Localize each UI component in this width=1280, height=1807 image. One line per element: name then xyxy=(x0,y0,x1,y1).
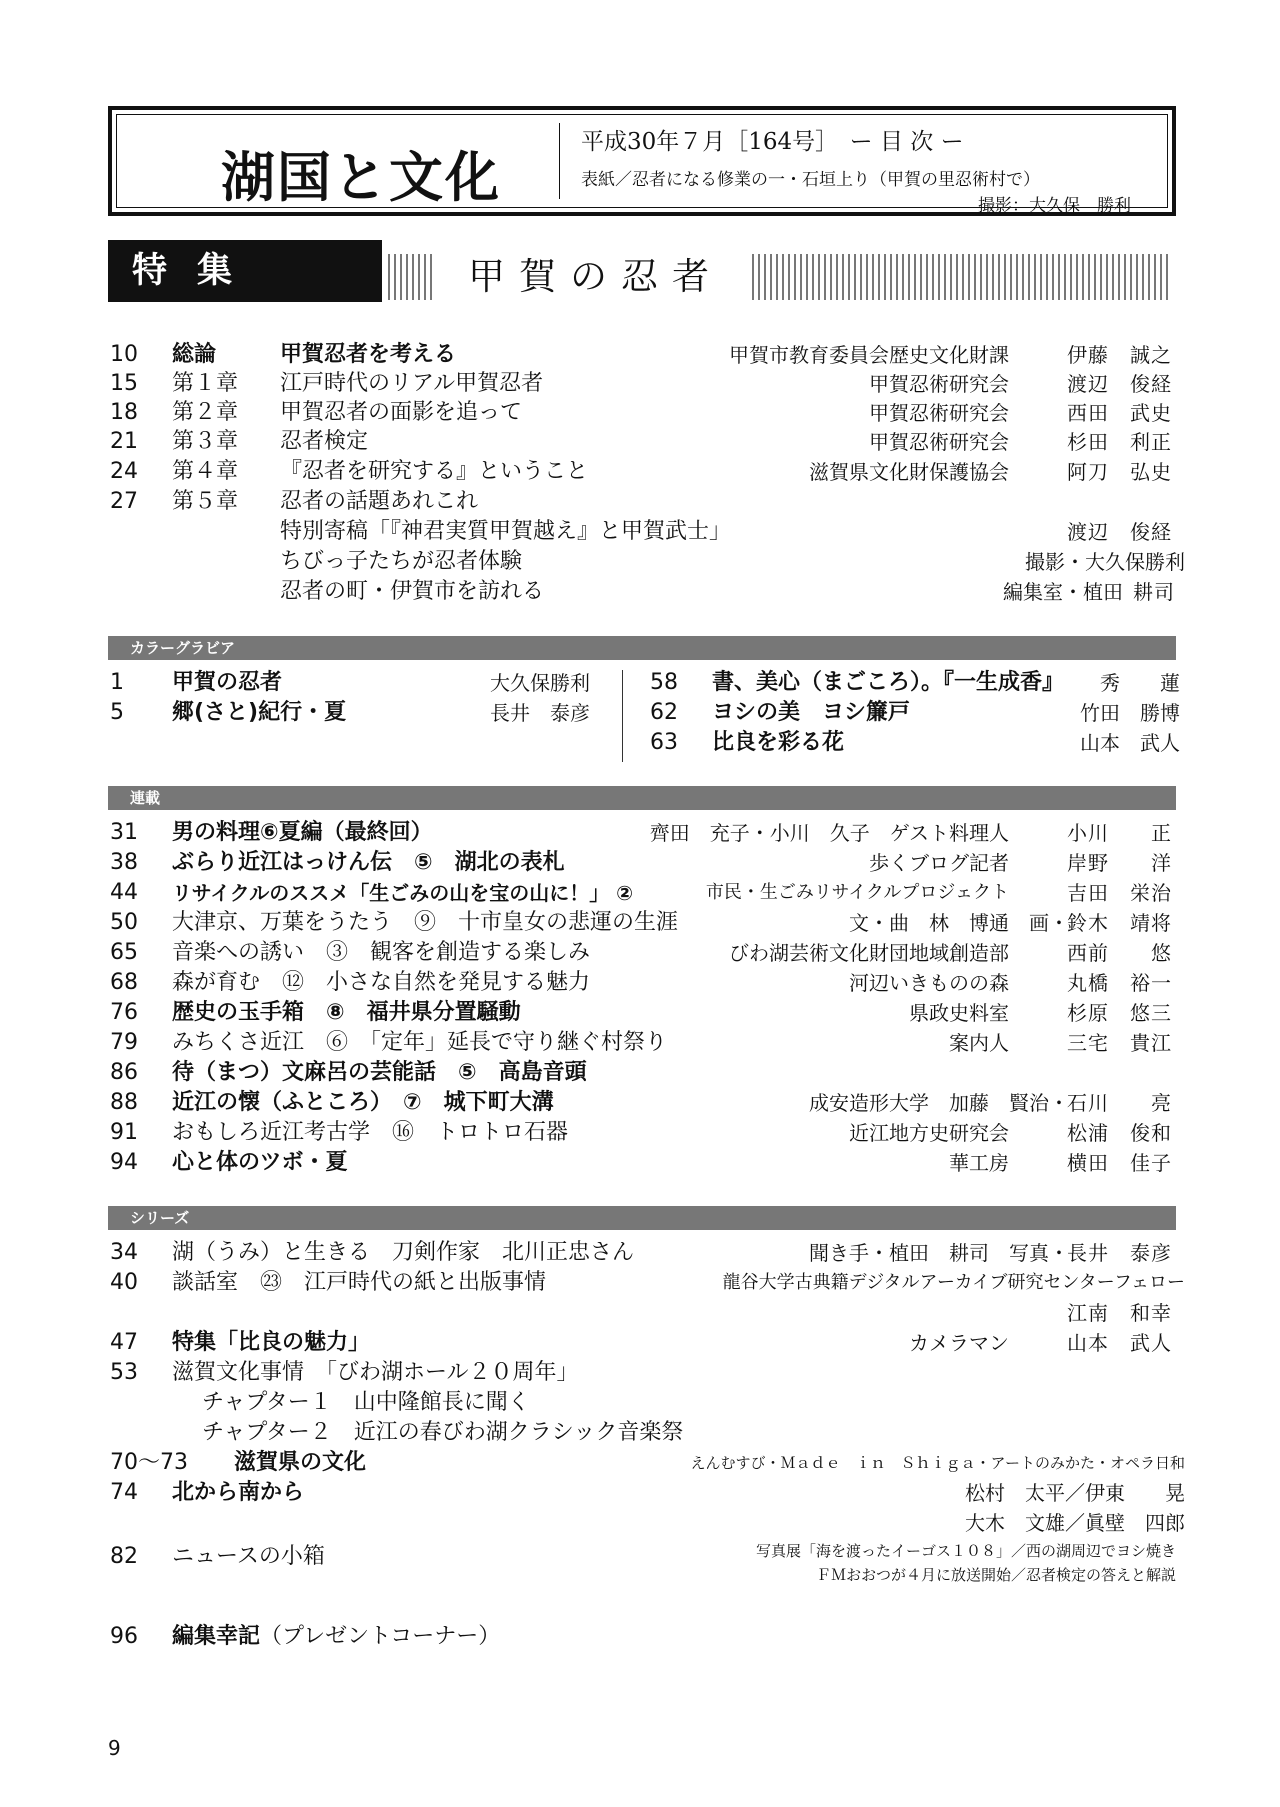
item-org: 齊田 充子・小川 久子 ゲスト料理人 xyxy=(649,821,1009,845)
item-chapter: 総論 xyxy=(172,342,217,367)
feature-label: 特集 xyxy=(108,240,382,302)
item-author: 横田 佳子 xyxy=(1067,1151,1172,1175)
item-title: 音楽への誘い ③ 観客を創造する楽しみ xyxy=(172,940,591,965)
item-author: 西田 武史 xyxy=(1067,401,1172,425)
item-title: 甲賀忍者の面影を追って xyxy=(280,400,523,425)
item-title: 甲賀忍者を考える xyxy=(280,342,457,367)
item-page: 34 xyxy=(110,1240,138,1265)
item-title: 森が育む ⑫ 小さな自然を発見する魅力 xyxy=(172,970,591,995)
list-item[interactable] xyxy=(110,398,1185,428)
item-author: 長井 泰彦 xyxy=(1067,1241,1172,1265)
list-item[interactable] xyxy=(110,1148,1185,1178)
item-org: 文・曲 林 博通 画・ xyxy=(849,911,1069,935)
item-author: 渡辺 俊経 xyxy=(1067,520,1172,544)
list-item[interactable] xyxy=(650,698,1180,728)
list-item[interactable] xyxy=(110,1328,1185,1358)
list-item[interactable] xyxy=(110,908,1185,938)
section-bar-serial: 連載 xyxy=(108,786,1176,810)
list-item[interactable] xyxy=(650,728,1180,758)
news-note-1: 写真展「海を渡ったイーゴス１０８」／西の湖周辺でヨシ焼き xyxy=(755,1542,1176,1560)
item-title: 近江の懐（ふところ） ⑦ 城下町大溝 xyxy=(172,1090,554,1115)
item-title: 特集「比良の魅力」 xyxy=(172,1330,371,1355)
hatch-decoration-left xyxy=(388,254,436,300)
list-item-continuation xyxy=(110,1508,1185,1538)
item-author: 石川 亮 xyxy=(1067,1091,1172,1115)
list-item[interactable] xyxy=(110,968,1185,998)
item-author: 山本 武人 xyxy=(1067,1331,1172,1355)
item-title: 滋賀文化事情 「びわ湖ホール２０周年」 xyxy=(172,1360,579,1385)
item-org: 聞き手・植田 耕司 写真・ xyxy=(809,1241,1069,1265)
item-org: 甲賀忍術研究会 xyxy=(869,401,1009,425)
item-page: 38 xyxy=(110,850,138,875)
section-bar-gravure: カラーグラビア xyxy=(108,636,1176,660)
item-page: 82 xyxy=(110,1544,138,1569)
column-divider xyxy=(622,670,623,762)
list-item[interactable] xyxy=(110,878,1185,908)
item-org: びわ湖芸術文化財団地域創造部 xyxy=(729,941,1009,965)
list-item[interactable] xyxy=(110,1058,1185,1088)
item-title: 甲賀の忍者 xyxy=(172,670,283,695)
item-page: 79 xyxy=(110,1030,138,1055)
item-page: 24 xyxy=(110,459,138,484)
item-title: みちくさ近江 ⑥ 「定年」延長で守り継ぐ村祭り xyxy=(172,1030,668,1055)
item-author: 山本 武人 xyxy=(1080,731,1180,755)
feature-title: 甲賀の忍者 xyxy=(458,246,733,300)
item-org: 案内人 xyxy=(949,1031,1009,1055)
item-page: 62 xyxy=(650,700,678,725)
item-chapter: 第４章 xyxy=(172,459,239,484)
item-title: ぶらり近江はっけん伝 ⑤ 湖北の表札 xyxy=(172,850,565,875)
item-title: 忍者の話題あれこれ xyxy=(280,489,479,514)
item-org: 滋賀県文化財保護協会 xyxy=(809,460,1009,484)
item-title: ヨシの美 ヨシ簾戸 xyxy=(712,700,911,725)
magazine-logo: 湖国と文化 xyxy=(221,145,501,209)
item-org: 県政史料室 xyxy=(909,1001,1009,1025)
item-author: 岸野 洋 xyxy=(1067,851,1172,875)
item-author: 秀 蓮 xyxy=(1100,671,1180,695)
item-page: 74 xyxy=(110,1480,138,1505)
list-item-sub[interactable] xyxy=(110,1388,1185,1418)
item-title: リサイクルのススメ「生ごみの山を宝の山に！」 ② xyxy=(172,881,634,905)
item-author: 丸橋 裕一 xyxy=(1067,971,1172,995)
item-page: 70～73 xyxy=(110,1450,188,1475)
item-page: 21 xyxy=(110,429,138,454)
item-title: 『忍者を研究する』ということ xyxy=(280,459,589,484)
list-item-sub[interactable] xyxy=(110,1418,1185,1448)
item-title: 歴史の玉手箱 ⑧ 福井県分置騒動 xyxy=(172,1000,521,1025)
item-org: 近江地方史研究会 xyxy=(849,1121,1009,1145)
item-page: 18 xyxy=(110,400,138,425)
item-author: 耕司 xyxy=(1133,580,1175,604)
item-page: 63 xyxy=(650,730,678,755)
list-item[interactable] xyxy=(650,668,1180,698)
item-title-group xyxy=(172,1622,500,1652)
item-page: 68 xyxy=(110,970,138,995)
item-author: 西前 悠 xyxy=(1067,941,1172,965)
list-item[interactable] xyxy=(110,369,1185,399)
cover-caption: 表紙／忍者になる修業の一・石垣上り（甲賀の里忍術村で） xyxy=(581,170,1040,190)
item-author: 大久保勝利 xyxy=(490,671,590,695)
item-page: 50 xyxy=(110,910,138,935)
item-title: 大津京、万葉をうたう ⑨ 十市皇女の悲運の生涯 xyxy=(172,910,679,935)
item-author: 渡辺 俊経 xyxy=(1067,372,1172,396)
item-page: 27 xyxy=(110,489,138,514)
item-page: 88 xyxy=(110,1090,138,1115)
item-page: 91 xyxy=(110,1120,138,1145)
item-author: 松村 太平／伊東 晃 xyxy=(965,1481,1185,1505)
item-note: えんむすび・Ｍａｄｅ ｉｎ Ｓｈｉｇａ・アートのみかた・オペラ日和 xyxy=(690,1454,1185,1472)
list-item[interactable] xyxy=(110,1268,1185,1298)
list-item[interactable] xyxy=(110,1028,1185,1058)
list-item[interactable] xyxy=(110,818,1185,848)
item-author: 江南 和幸 xyxy=(1067,1301,1172,1325)
item-page: 94 xyxy=(110,1150,138,1175)
list-item[interactable] xyxy=(110,848,1185,878)
list-item[interactable] xyxy=(110,457,1185,487)
item-page: 53 xyxy=(110,1360,138,1385)
item-title: 郷(さと)紀行・夏 xyxy=(172,700,347,725)
item-title: 談話室 ㉓ 江戸時代の紙と出版事情 xyxy=(172,1270,547,1295)
item-org: 成安造形大学 加藤 賢治・ xyxy=(809,1091,1069,1115)
item-org: 編集室・植田 xyxy=(1003,580,1123,604)
item-title: 心と体のツボ・夏 xyxy=(172,1150,348,1175)
item-org: 歩くブログ記者 xyxy=(869,851,1009,875)
item-title: ニュースの小箱 xyxy=(172,1544,325,1569)
item-author: 三宅 貴江 xyxy=(1067,1031,1172,1055)
list-item[interactable] xyxy=(110,1478,1185,1508)
list-item[interactable] xyxy=(110,340,1185,370)
item-author: 杉田 利正 xyxy=(1067,430,1172,454)
item-org: 河辺いきものの森 xyxy=(849,971,1009,995)
item-org: 華工房 xyxy=(949,1151,1009,1175)
masthead-divider xyxy=(559,123,560,199)
item-title: おもしろ近江考古学 ⑯ トロトロ石器 xyxy=(172,1120,569,1145)
item-author: 小川 正 xyxy=(1067,821,1172,845)
item-page: 15 xyxy=(110,371,138,396)
list-item[interactable] xyxy=(110,1448,1185,1478)
item-title: ちびっ子たちが忍者体験 xyxy=(280,549,523,574)
masthead xyxy=(108,106,1176,216)
item-title: 滋賀県の文化 xyxy=(234,1450,367,1475)
item-title: 男の料理⑥夏編（最終回） xyxy=(172,820,433,845)
item-title: 特別寄稿「『神君実質甲賀越え』と甲賀武士」 xyxy=(280,519,732,544)
list-item[interactable] xyxy=(110,1088,1185,1118)
item-subtitle: チャプター２ 近江の春びわ湖クラシック音楽祭 xyxy=(202,1420,684,1445)
list-item[interactable] xyxy=(110,1622,1185,1652)
section-bar-series: シリーズ xyxy=(108,1206,1176,1230)
item-title: 北から南から xyxy=(172,1480,305,1505)
item-org: カメラマン xyxy=(909,1331,1009,1355)
item-author: 大木 文雄／眞壁 四郎 xyxy=(965,1511,1185,1535)
list-item[interactable] xyxy=(110,998,1185,1028)
item-page: 47 xyxy=(110,1330,138,1355)
list-item-continuation xyxy=(110,1298,1185,1328)
item-page: 5 xyxy=(110,700,124,725)
item-author: 伊藤 誠之 xyxy=(1067,343,1172,367)
item-title: 比良を彩る花 xyxy=(712,730,845,755)
item-author: 杉原 悠三 xyxy=(1067,1001,1172,1025)
list-item[interactable] xyxy=(110,427,1185,457)
item-author: 松浦 俊和 xyxy=(1067,1121,1172,1145)
item-author: 吉田 栄治 xyxy=(1067,881,1172,905)
list-item[interactable] xyxy=(110,698,590,728)
item-author: 竹田 勝博 xyxy=(1080,701,1180,725)
item-page: 10 xyxy=(110,342,138,367)
list-item[interactable] xyxy=(110,938,1185,968)
item-org: 龍谷大学古典籍デジタルアーカイブ研究センターフェロー xyxy=(722,1272,1185,1293)
item-title: 江戸時代のリアル甲賀忍者 xyxy=(280,371,544,396)
list-item[interactable] xyxy=(110,1118,1185,1148)
item-chapter: 第５章 xyxy=(172,489,239,514)
cover-photographer: 撮影：大久保 勝利 xyxy=(978,196,1131,216)
item-page: 40 xyxy=(110,1270,138,1295)
item-title: 書、美心（まごころ）。『一生成香』 xyxy=(712,670,1065,695)
list-item[interactable] xyxy=(110,1238,1185,1268)
item-page: 58 xyxy=(650,670,678,695)
item-page: 86 xyxy=(110,1060,138,1085)
hatch-decoration-right xyxy=(752,254,1172,300)
issue-line: 平成30年７月［164号］ ー 目 次 ー xyxy=(581,129,964,155)
item-page: 44 xyxy=(110,880,138,905)
item-title: 忍者の町・伊賀市を訪れる xyxy=(280,579,545,604)
list-item[interactable] xyxy=(110,1358,1185,1388)
item-page: 76 xyxy=(110,1000,138,1025)
list-item[interactable] xyxy=(110,668,590,698)
item-author: 鈴木 靖将 xyxy=(1067,911,1172,935)
item-title: 編集幸記 xyxy=(172,1624,261,1649)
list-item[interactable] xyxy=(110,547,1185,577)
masthead-inner-frame xyxy=(116,114,1168,216)
list-item[interactable] xyxy=(110,577,1185,607)
page-number: 9 xyxy=(108,1736,121,1760)
item-author: 阿刀 弘史 xyxy=(1067,460,1172,484)
item-chapter: 第１章 xyxy=(172,371,239,396)
item-org: 撮影・大久保勝利 xyxy=(1025,550,1185,574)
item-chapter: 第２章 xyxy=(172,400,239,425)
item-subtitle: チャプター１ 山中隆館長に聞く xyxy=(202,1390,530,1415)
item-org: 甲賀市教育委員会歴史文化財課 xyxy=(729,343,1009,367)
item-org: 甲賀忍術研究会 xyxy=(869,430,1009,454)
item-author: 長井 泰彦 xyxy=(490,701,590,725)
item-page: 65 xyxy=(110,940,138,965)
item-title: 忍者検定 xyxy=(280,429,369,454)
item-org: 市民・生ごみリサイクルプロジェクト xyxy=(705,882,1009,903)
list-item[interactable] xyxy=(110,517,1185,547)
list-item[interactable] xyxy=(110,487,1185,517)
item-org: 甲賀忍術研究会 xyxy=(869,372,1009,396)
item-page: 96 xyxy=(110,1624,138,1649)
item-chapter: 第３章 xyxy=(172,429,239,454)
item-title: 湖（うみ）と生きる 刀剣作家 北川正忠さん xyxy=(172,1240,635,1265)
news-note-2: ＦＭおおつが４月に放送開始／忍者検定の答えと解説 xyxy=(816,1566,1176,1584)
item-page: 1 xyxy=(110,670,124,695)
item-subtitle: （プレゼントコーナー） xyxy=(260,1624,501,1649)
item-title: 待（まつ）文麻呂の芸能話 ⑤ 高島音頭 xyxy=(172,1060,587,1085)
item-page: 31 xyxy=(110,820,138,845)
